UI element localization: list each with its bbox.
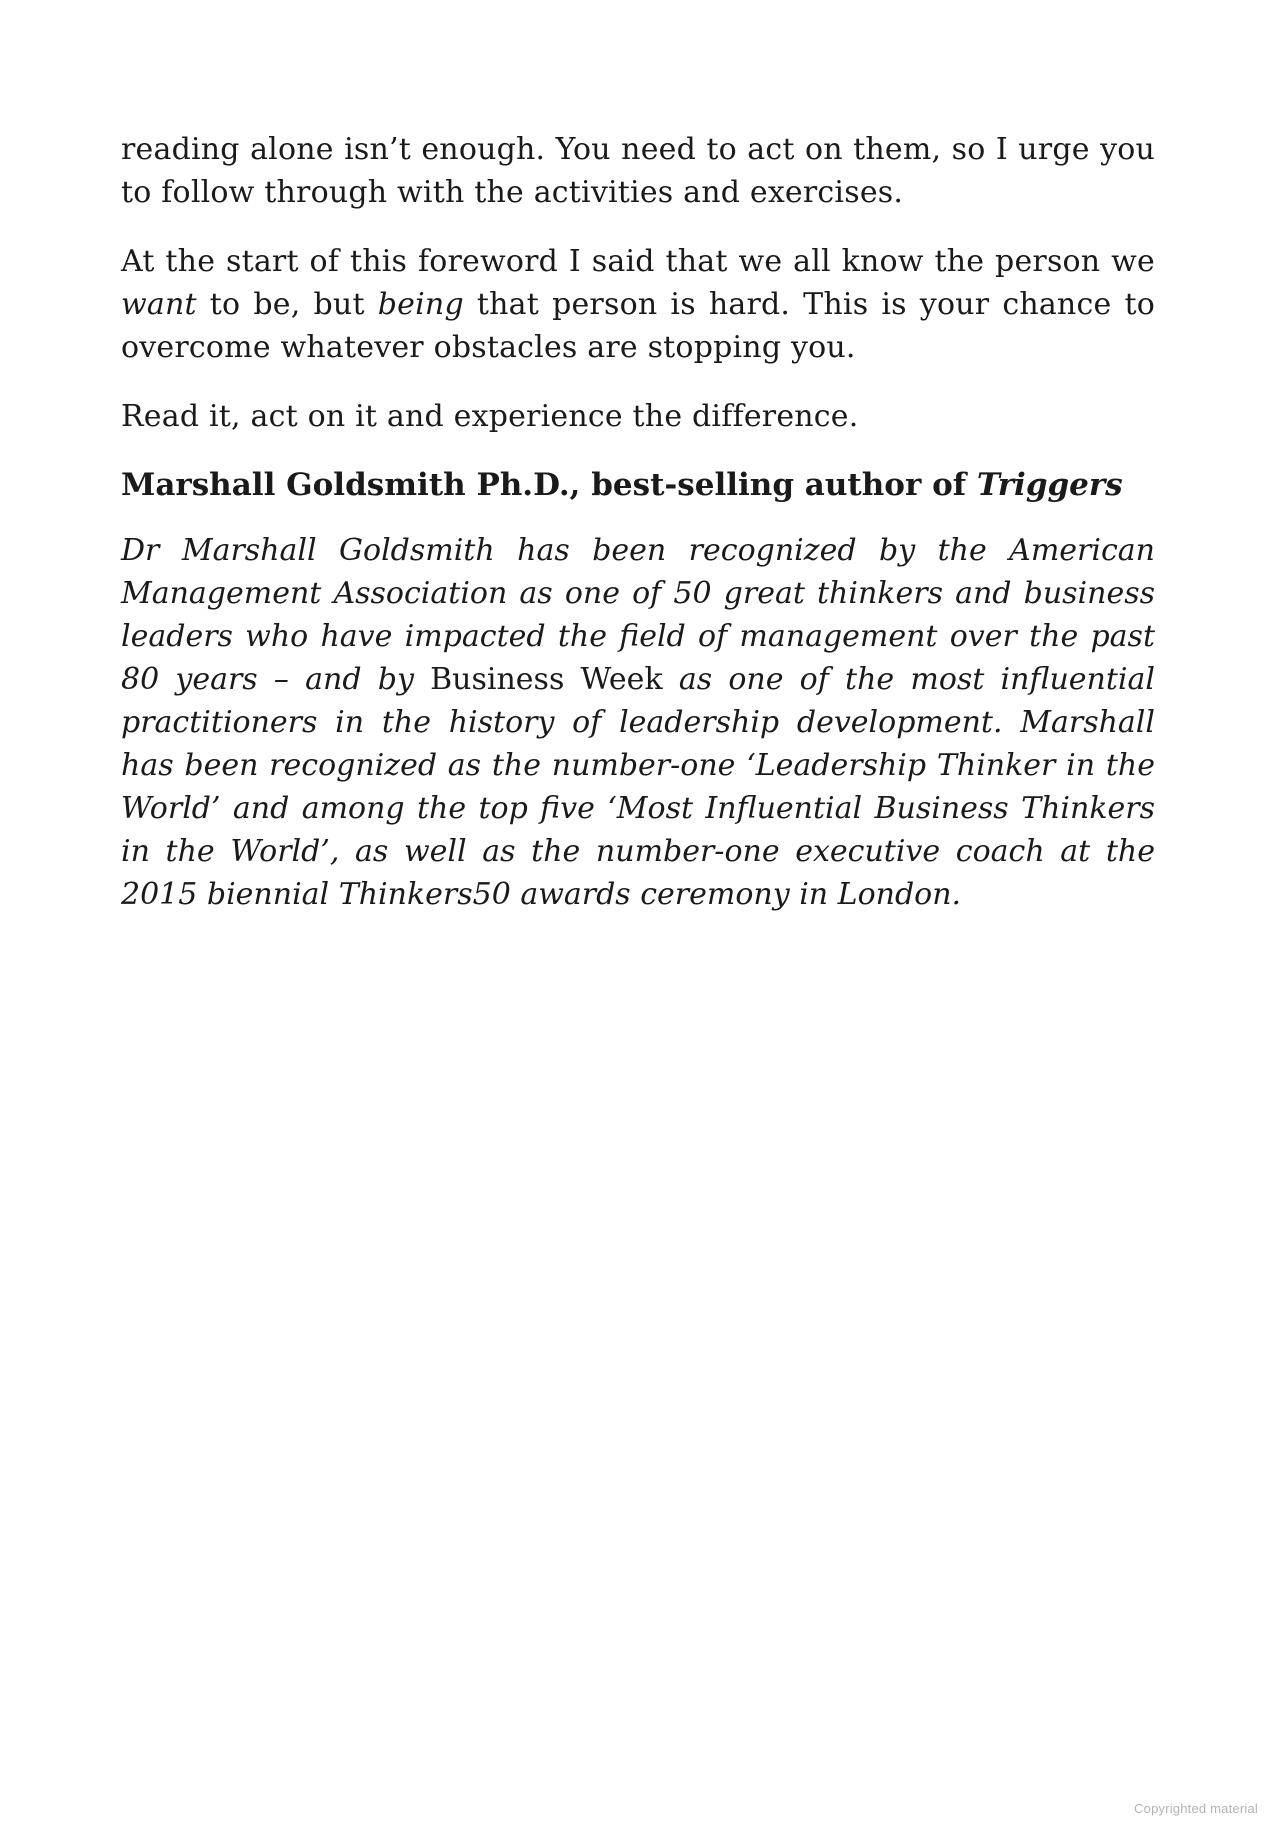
paragraph-1 <box>121 128 1155 214</box>
page-content <box>121 128 1155 916</box>
paragraph-2 <box>121 240 1155 369</box>
paragraph-3 <box>121 395 1155 438</box>
author-signature <box>121 464 1155 507</box>
paragraph-3-text: Read it, act on it and experience the difference. <box>121 399 859 434</box>
copyright-watermark: Copyrighted material <box>1134 1801 1258 1816</box>
author-name: Marshall Goldsmith Ph.D., best-selling author of <box>121 467 977 503</box>
publication-name: Business Week <box>430 662 663 697</box>
paragraph-2-text-e: that person is hard. This is your chance to overcome whatever obstacles are stopping you. <box>121 287 1155 365</box>
paragraph-1-text: reading alone isn’t enough. You need to act on them, so I urge you to follow through with the activities and exercises. <box>121 132 1155 210</box>
author-bio <box>121 529 1155 916</box>
book-title: Triggers <box>976 467 1123 503</box>
author-bio-text-c: as one of the most influential practitioners in the history of leadership development. Marshall has been recognized as the number-one ‘Leadership Thinker in the World’ and among the top five ‘Most Influential Business Thinkers in the World’, as well as the number-one executive coach at the 2015 biennial Thinkers50 awards ceremony in London. <box>121 662 1155 912</box>
emphasis-being: being <box>377 287 464 322</box>
emphasis-want: want <box>121 287 197 322</box>
author-bio-text-a: Dr Marshall Goldsmith has been recognized by the American Management Association as one of 50 great thinkers and business leaders who have impacted the field of management over the past 80 years – and by <box>121 533 1155 697</box>
paragraph-2-text-c: to be, but <box>196 287 378 322</box>
paragraph-2-text-a: At the start of this foreword I said that we all know the person we <box>121 244 1155 279</box>
